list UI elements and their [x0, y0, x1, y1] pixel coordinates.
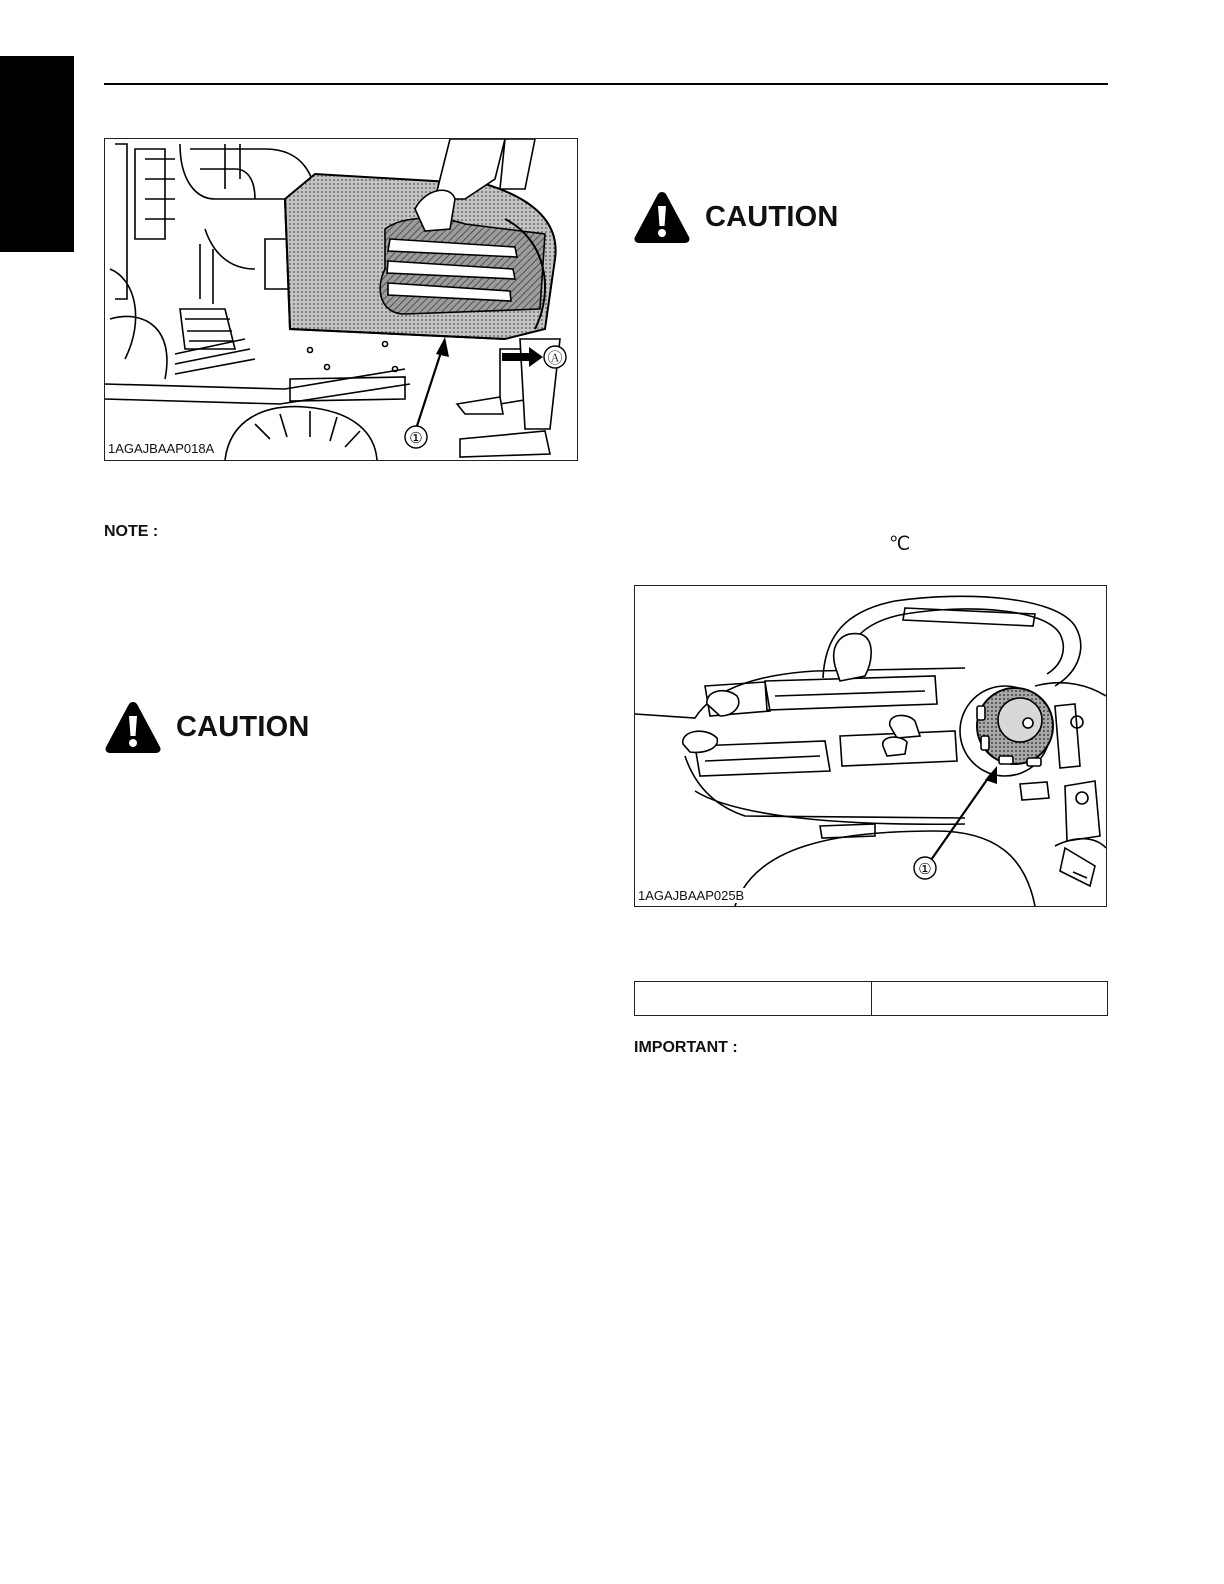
- table-cell: [871, 982, 1108, 1016]
- callout-1-label: ①: [918, 861, 932, 878]
- caution-block: [104, 700, 310, 754]
- callout-1-label: ①: [409, 430, 423, 447]
- figure-code: 1AGAJBAAP025B: [638, 888, 745, 903]
- temperature-unit: ℃: [889, 534, 911, 555]
- warning-triangle-icon: [633, 190, 691, 244]
- table-cell: [635, 982, 872, 1016]
- figure-side-panel-removal: [104, 138, 578, 461]
- callout-a-label: Ⓐ: [547, 350, 563, 367]
- important-label: IMPORTANT :: [634, 1039, 738, 1056]
- note-label: NOTE :: [104, 523, 159, 540]
- header-rule: [104, 83, 1108, 85]
- side-panel-illustration: [105, 139, 577, 460]
- caution-block: [633, 190, 839, 244]
- section-tab: [0, 56, 74, 252]
- control-knob-illustration: [635, 586, 1106, 906]
- table-row: [635, 982, 1108, 1016]
- figure-control-knob: [634, 585, 1107, 907]
- caution-label: CAUTION: [176, 710, 310, 743]
- figure-code: 1AGAJBAAP018A: [108, 441, 215, 456]
- caution-label: CAUTION: [705, 200, 839, 233]
- warning-triangle-icon: [104, 700, 162, 754]
- spec-table: [634, 981, 1108, 1016]
